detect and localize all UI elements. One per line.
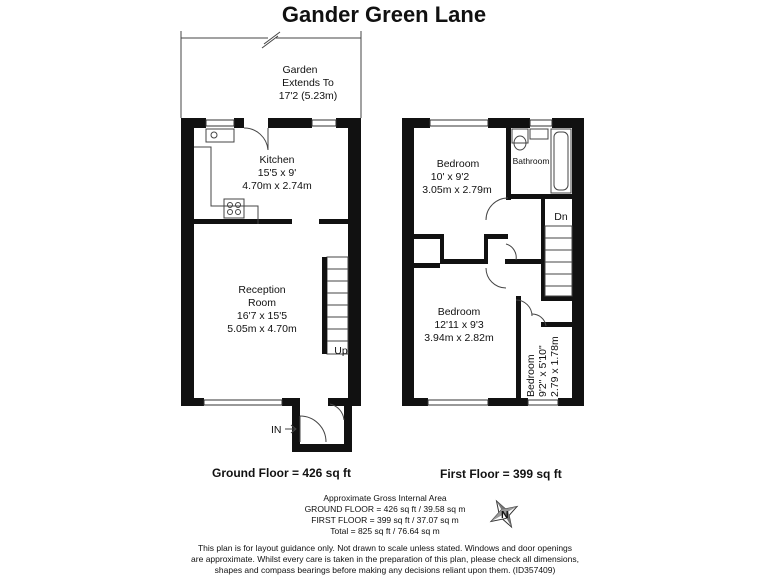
bedroom-1-name: Bedroom [436,158,480,170]
disclaimer-line-2: are approximate. Whilst every care is taken in the preparation of this plan, please check all dimensions, [191,554,579,564]
disclaimer [180,543,590,576]
gross-internal-area [280,493,490,537]
entrance-door [300,404,344,442]
garden-extends-label: Extends To [282,77,334,89]
plan-title: Gander Green Lane [281,2,487,27]
bedroom-3-imperial: 9'2" x 5'10" [537,345,549,397]
disclaimer-line-3: shapes and compass bearings before making any decisions reliant upon them. (ID357409) [214,565,556,575]
reception-name: Reception [238,284,286,296]
gross-area-first: FIRST FLOOR = 399 sq ft / 37.07 sq m [311,515,459,525]
gross-area-total: Total = 825 sq ft / 76.64 sq m [330,526,440,536]
reception-metric: 5.05m x 4.70m [227,323,297,335]
kitchen-imperial: 15'5 x 9' [257,167,297,179]
kitchen-metric: 4.70m x 2.74m [242,180,312,192]
ground-floor-stairs [322,257,348,354]
first-floor-area: First Floor = 399 sq ft [440,467,562,481]
bedroom-2-imperial: 12'11 x 9'3 [434,319,484,331]
bedroom-3-metric: 2.79 x 1.78m [549,336,561,397]
bedroom-2-name: Bedroom [437,306,481,318]
bathroom-name: Bathroom [512,156,550,166]
first-floor-plan [402,118,584,406]
reception-name-2: Room [247,297,277,309]
kitchen-name: Kitchen [259,154,295,166]
bedroom-1-metric: 3.05m x 2.79m [422,184,492,196]
garden-label: Garden [282,64,318,76]
compass-north-letter: N [501,509,509,521]
disclaimer-line-1: This plan is for layout guidance only. Not drawn to scale unless stated. Windows and door openings [197,543,573,553]
gross-area-heading: Approximate Gross Internal Area [323,493,447,503]
bedroom-3-name: Bedroom [525,354,537,397]
stairs-down-label: Dn [554,211,568,223]
reception-imperial: 16'7 x 15'5 [236,310,288,322]
ground-floor-plan [181,31,361,452]
garden-outline [181,31,361,118]
first-floor-stairs [545,226,572,296]
bedroom-1-imperial: 10' x 9'2 [430,171,470,183]
bedroom-2-metric: 3.94m x 2.82m [424,332,494,344]
bedroom-3-labels [525,336,561,397]
entrance-label: IN [271,424,282,436]
gross-area-ground: GROUND FLOOR = 426 sq ft / 39.58 sq m [304,504,466,514]
ground-floor-area: Ground Floor = 426 sq ft [212,466,352,480]
garden-dimension: 17'2 (5.23m) [278,90,338,102]
stairs-up-label: Up [334,345,348,357]
